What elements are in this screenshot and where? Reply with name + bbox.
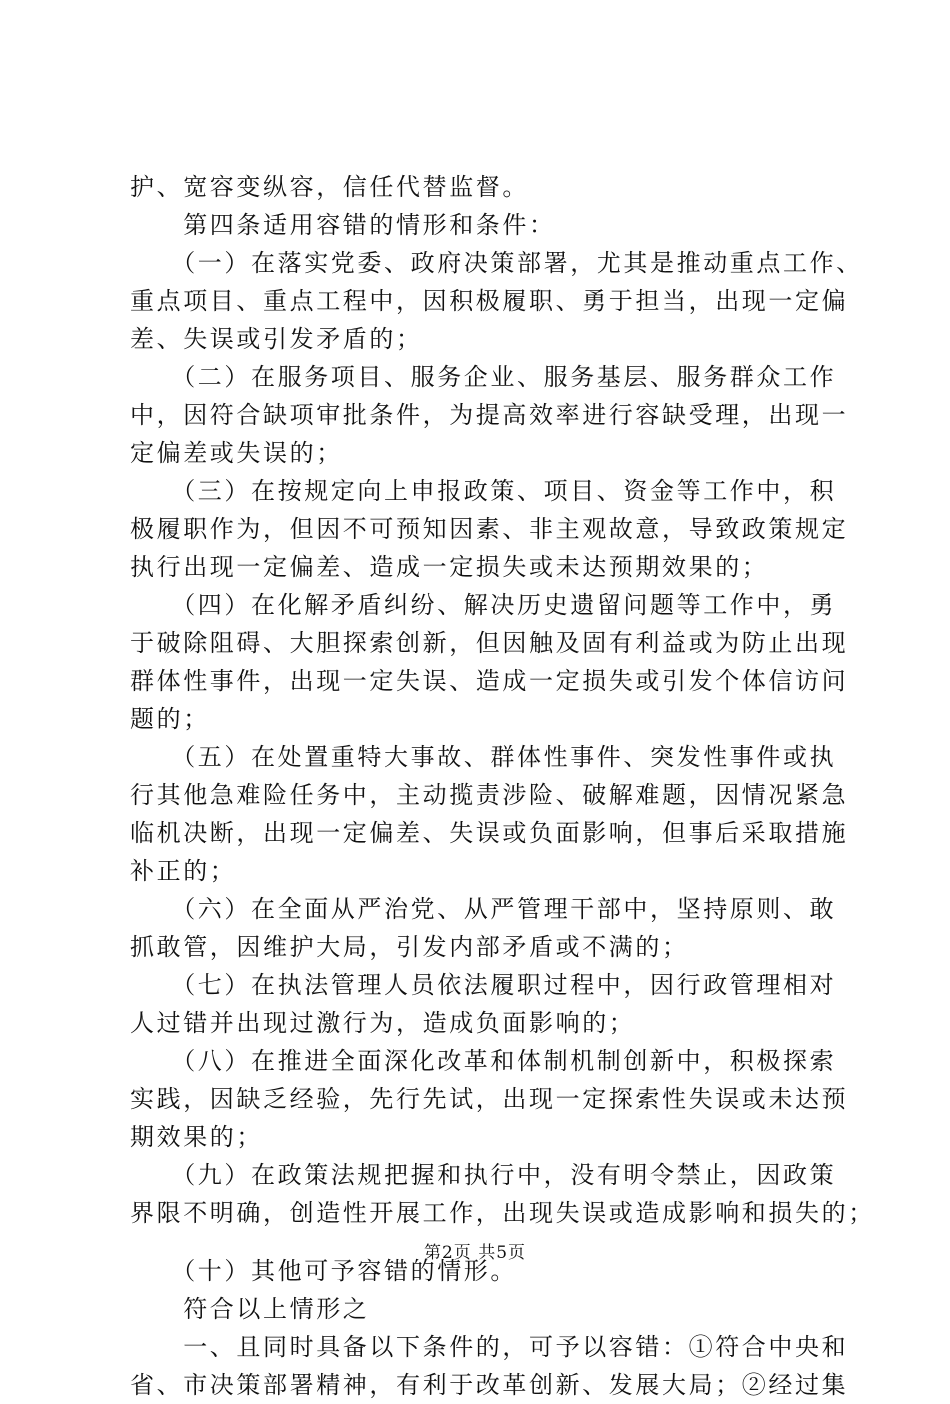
- text-line: （五）在处置重特大事故、群体性事件、突发性事件或执: [130, 743, 837, 771]
- text-line: （六）在全面从严治党、从严管理干部中，坚持原则、敢: [130, 895, 837, 923]
- text-line: 定偏差或失误的；: [130, 439, 343, 467]
- text-line: 第四条适用容错的情形和条件：: [130, 211, 556, 239]
- text-line: 中，因符合缺项审批条件，为提高效率进行容缺受理，出现一: [130, 401, 849, 429]
- text-line: （七）在执法管理人员依法履职过程中，因行政管理相对: [130, 971, 837, 999]
- text-line: （九）在政策法规把握和执行中，没有明令禁止，因政策: [130, 1161, 837, 1189]
- text-line: 行其他急难险任务中，主动揽责涉险、破解难题，因情况紧急: [130, 781, 849, 809]
- text-line: 执行出现一定偏差、造成一定损失或未达预期效果的；: [130, 553, 769, 581]
- text-line: 符合以上情形之: [130, 1295, 370, 1323]
- text-line: （八）在推进全面深化改革和体制机制创新中，积极探索: [130, 1047, 837, 1075]
- text-line: （二）在服务项目、服务企业、服务基层、服务群众工作: [130, 363, 837, 391]
- text-line: （三）在按规定向上申报政策、项目、资金等工作中，积: [130, 477, 837, 505]
- text-line: （十）其他可予容错的情形。: [130, 1257, 517, 1285]
- page-number-footer: 第2页 共5页: [423, 1243, 527, 1263]
- text-line: 护、宽容变纵容，信任代替监督。: [130, 173, 529, 201]
- text-line: 于破除阻碍、大胆探索创新，但因触及固有利益或为防止出现: [130, 629, 849, 657]
- text-line: 临机决断，出现一定偏差、失误或负面影响，但事后采取措施: [130, 819, 849, 847]
- text-line: 极履职作为，但因不可预知因素、非主观故意，导致政策规定: [130, 515, 849, 543]
- text-line: 界限不明确，创造性开展工作，出现失误或造成影响和损失的；: [130, 1199, 875, 1227]
- text-line: 补正的；: [130, 857, 237, 885]
- text-line: （四）在化解矛盾纠纷、解决历史遗留问题等工作中，勇: [130, 591, 837, 619]
- text-line: 群体性事件，出现一定失误、造成一定损失或引发个体信访问: [130, 667, 849, 695]
- text-line: 实践，因缺乏经验，先行先试，出现一定探索性失误或未达预: [130, 1085, 849, 1113]
- text-line: 抓敢管，因维护大局，引发内部矛盾或不满的；: [130, 933, 689, 961]
- document-body: [130, 168, 875, 1404]
- text-line: 题的；: [130, 705, 210, 733]
- text-line: 期效果的；: [130, 1123, 263, 1151]
- text-line: （一）在落实党委、政府决策部署，尤其是推动重点工作、: [130, 249, 863, 277]
- text-line: 人过错并出现过激行为，造成负面影响的；: [130, 1009, 636, 1037]
- text-line: 重点项目、重点工程中，因积极履职、勇于担当，出现一定偏: [130, 287, 849, 315]
- text-line: 省、市决策部署精神，有利于改革创新、发展大局；②经过集: [130, 1371, 849, 1399]
- text-line: 一、且同时具备以下条件的，可予以容错：①符合中央和: [130, 1333, 849, 1361]
- text-line: 差、失误或引发矛盾的；: [130, 325, 423, 353]
